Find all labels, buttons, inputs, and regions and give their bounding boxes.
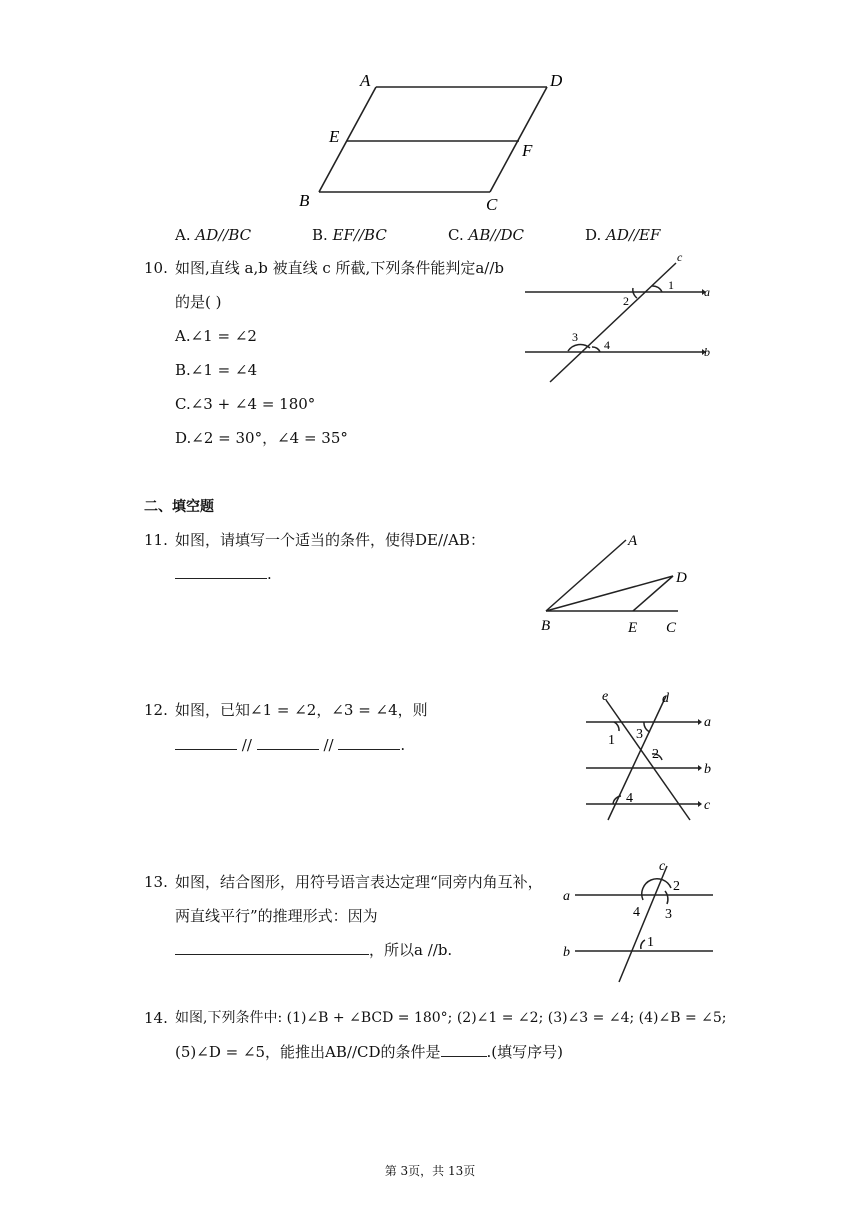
q10-option-d: D.∠2 = 30°，∠4 = 35° [175, 429, 348, 447]
q11-number: 11. [144, 531, 168, 549]
line-label-a: a [704, 715, 711, 730]
q12-answer-blank-3[interactable] [338, 735, 400, 750]
angle-label-2: 2 [652, 747, 659, 762]
q10-stem-line1: 如图,直线 a,b 被直线 c 所截,下列条件能判定a//b [175, 259, 504, 277]
q10-option-a: A.∠1 = ∠2 [175, 327, 257, 345]
angle-label-3: 3 [636, 727, 643, 742]
line-label-b: b [704, 762, 711, 777]
q13-line3: ，所以a //b. [175, 940, 452, 960]
q13-number: 13. [144, 873, 168, 891]
line-label-a: a [704, 285, 710, 299]
q12-stem: 如图，已知∠1 = ∠2，∠3 = ∠4，则 [175, 701, 428, 719]
q9-option-a: A. AD//BC [175, 226, 252, 244]
q12-answer-blank-1[interactable] [175, 735, 237, 750]
q13-line1: 如图，结合图形，用符号语言表达定理“同旁内角互补， [175, 873, 543, 891]
point-label-B: B [299, 191, 310, 210]
point-label-B: B [541, 618, 551, 634]
angle-label-1: 1 [608, 733, 615, 748]
q13-line2: 两直线平行”的推理形式：因为 [175, 907, 378, 925]
angle-label-4: 4 [626, 791, 633, 806]
q14-line1: 如图,下列条件中: (1)∠B + ∠BCD = 180°; (2)∠1 = ∠2; (3)∠3 = ∠4; (4)∠B = ∠5; [175, 1010, 727, 1026]
q11-answer-blank[interactable] [175, 564, 267, 579]
angle-label-4: 4 [633, 905, 640, 920]
point-label-C: C [666, 620, 677, 636]
q12-answer-blank-2[interactable] [257, 735, 319, 750]
parallelogram-figure [290, 64, 580, 214]
q13-answer-blank[interactable] [175, 940, 369, 955]
q9-option-c: C. AB//DC [448, 226, 524, 244]
point-label-E: E [329, 127, 340, 146]
angle-label-2: 2 [623, 294, 629, 308]
line-label-a: a [563, 889, 570, 904]
q10-option-b: B.∠1 = ∠4 [175, 361, 258, 379]
q11-stem: 如图，请填写一个适当的条件，使得DE//AB： [175, 531, 485, 549]
point-label-C: C [486, 195, 498, 214]
section-title-fill-in: 二、填空题 [144, 499, 214, 515]
q10-option-c: C.∠3 + ∠4 = 180° [175, 395, 316, 413]
angle-label-1: 1 [668, 278, 674, 292]
q11-answer-line: . [175, 564, 272, 584]
q12-answer-line: // // . [175, 735, 405, 755]
q9-option-d: D. AD//EF [585, 226, 661, 244]
point-label-D: D [550, 71, 563, 90]
line-label-d: d [662, 691, 669, 706]
q14-number: 14. [144, 1009, 168, 1027]
q10-stem-line2: 的是( ) [175, 293, 222, 311]
point-label-D: D [676, 570, 687, 586]
line-label-c: c [704, 798, 711, 813]
q12-number: 12. [144, 701, 168, 719]
line-label-c: c [659, 859, 666, 874]
q10-transversal-figure [520, 248, 720, 388]
angle-label-2: 2 [673, 879, 680, 894]
q11-figure [530, 528, 700, 638]
point-label-A: A [360, 71, 371, 90]
page-footer: 第 3页，共 13页 [384, 1164, 476, 1178]
point-label-A: A [628, 533, 638, 549]
q9-option-b: B. EF//BC [312, 226, 387, 244]
line-label-e: e [602, 689, 609, 704]
angle-label-3: 3 [665, 907, 672, 922]
line-label-c: c [677, 250, 683, 264]
q10-number: 10. [144, 259, 168, 277]
q13-figure [555, 858, 725, 988]
point-label-E: E [628, 620, 638, 636]
q14-answer-blank[interactable] [441, 1042, 487, 1057]
angle-label-1: 1 [647, 935, 654, 950]
point-label-F: F [522, 141, 533, 160]
angle-label-4: 4 [604, 338, 610, 352]
angle-label-3: 3 [572, 330, 578, 344]
line-label-b: b [563, 945, 570, 960]
q12-figure [578, 688, 728, 824]
q14-line2: (5)∠D = ∠5，能推出AB//CD的条件是 .(填写序号) [175, 1043, 564, 1061]
line-label-b: b [704, 345, 710, 359]
